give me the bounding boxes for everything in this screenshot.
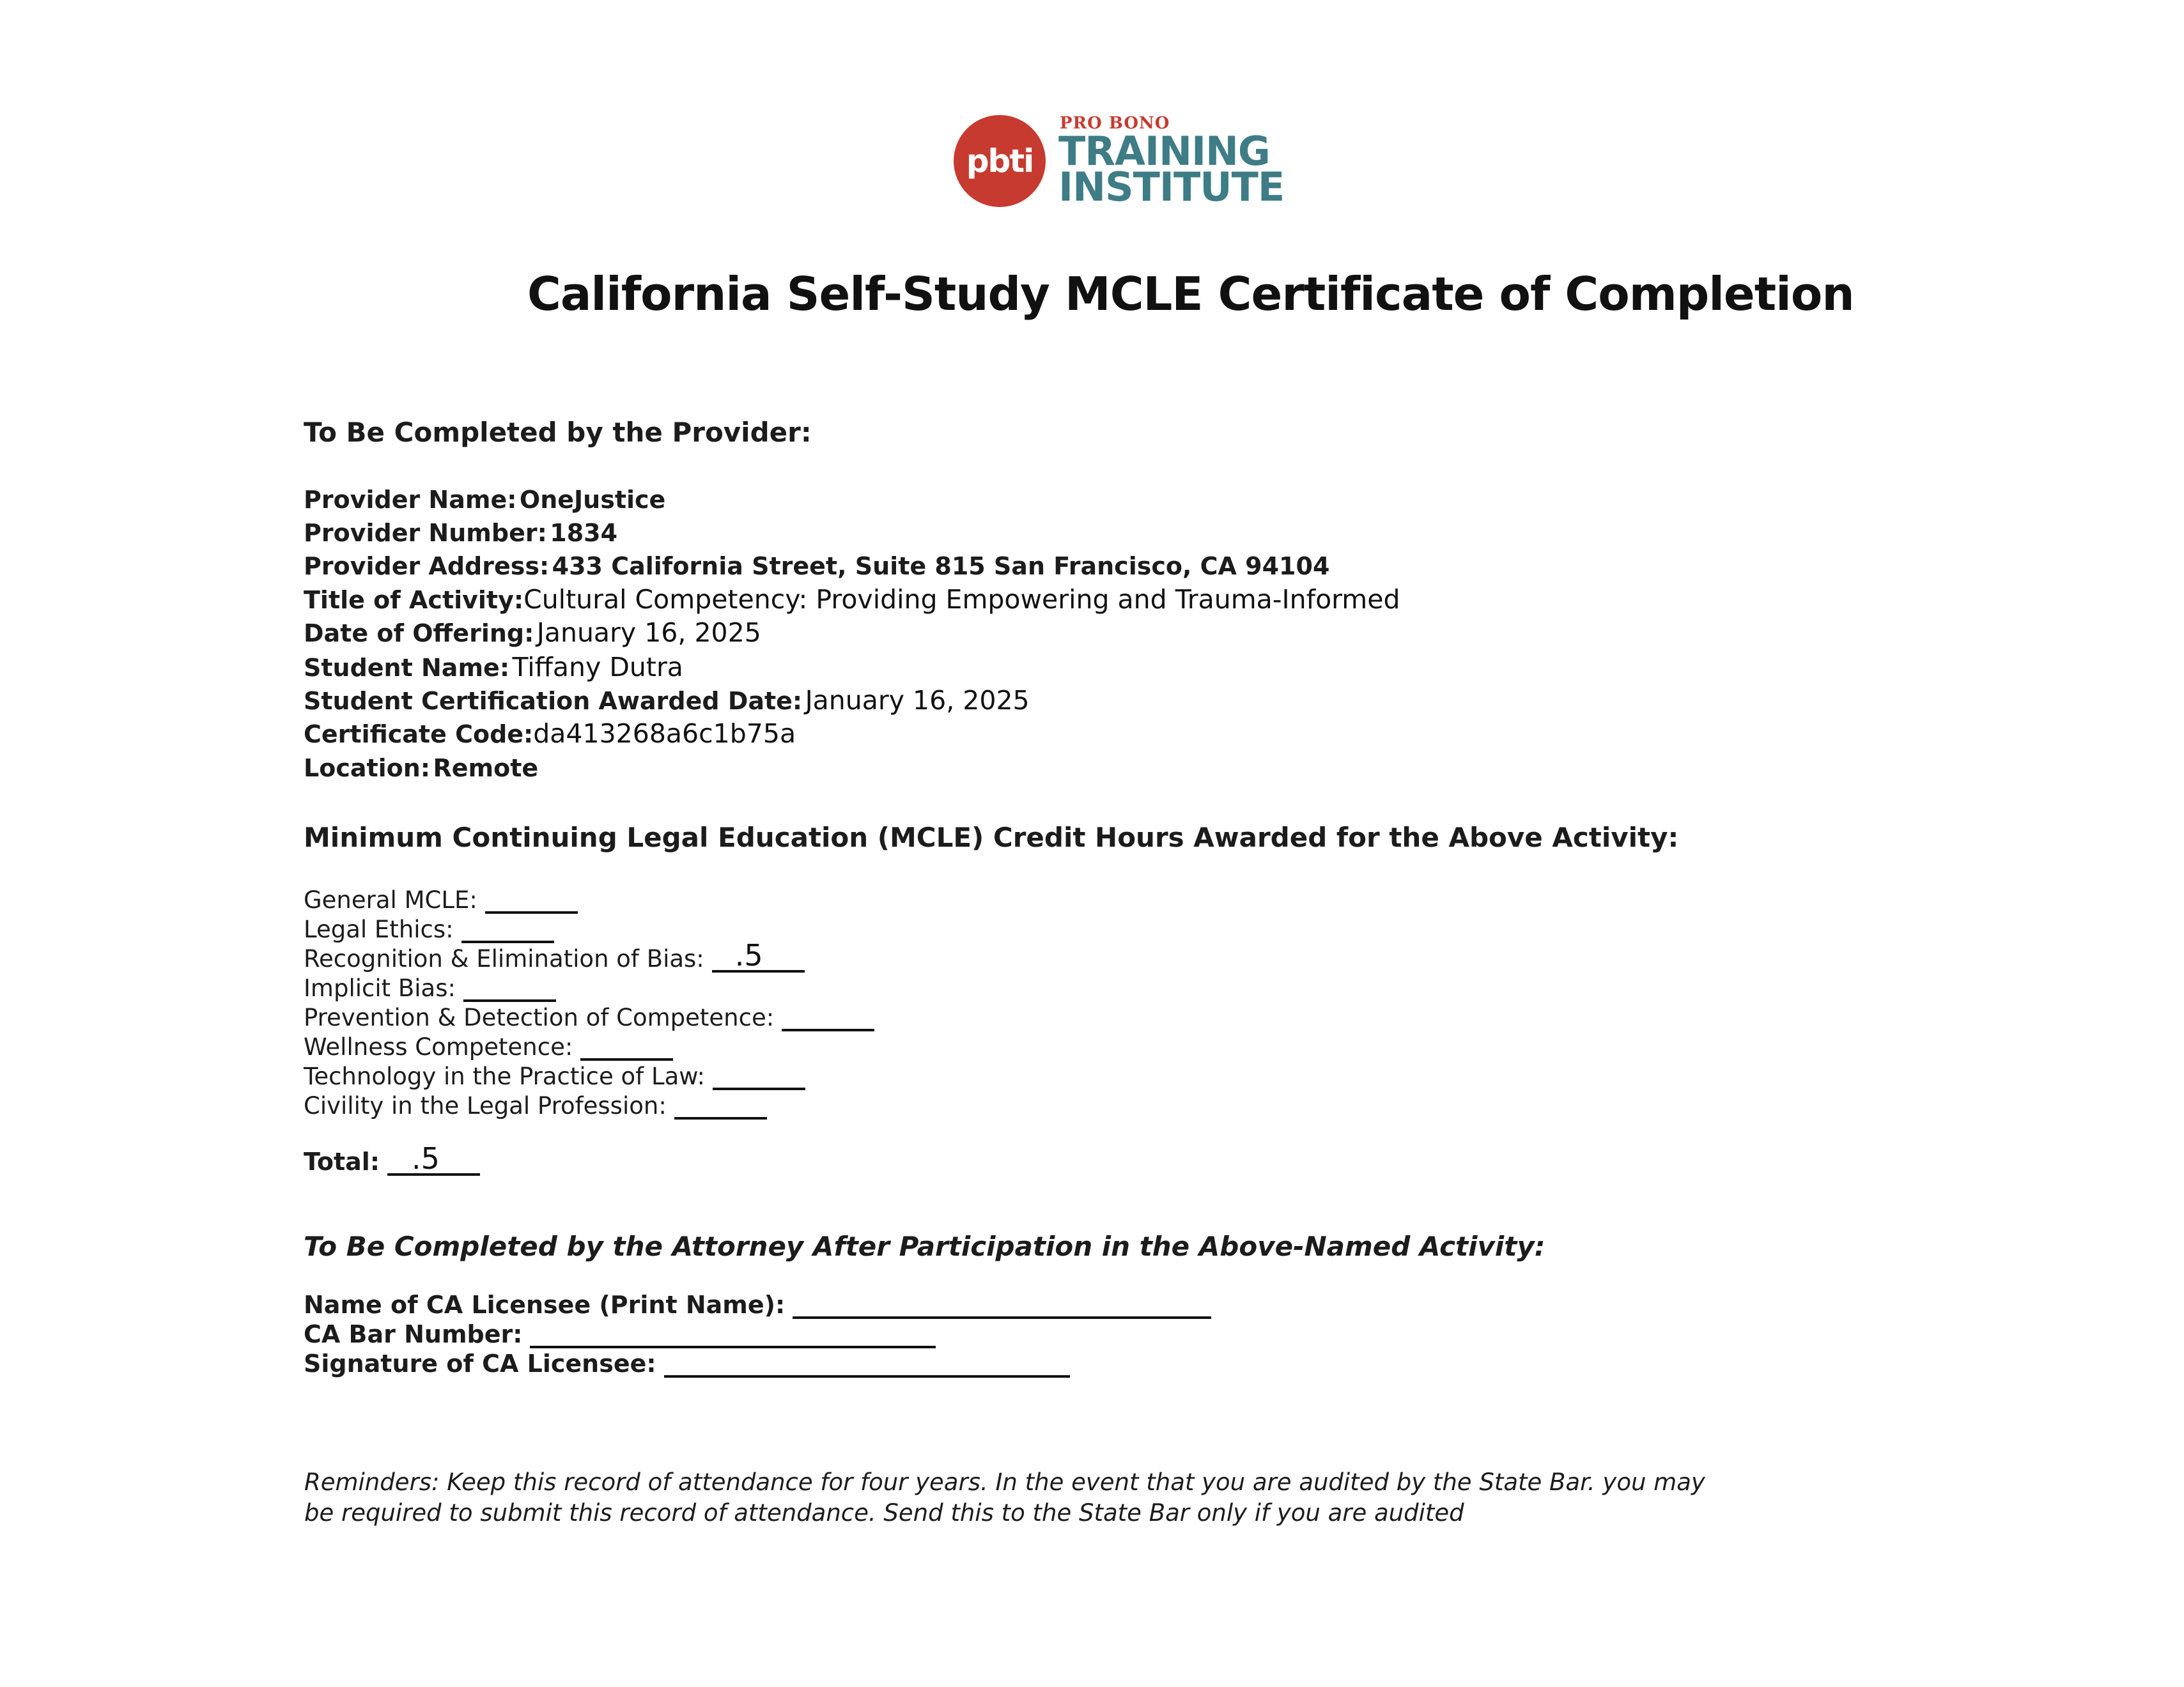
provider-name-value: OneJustice (519, 486, 666, 514)
credit-label: Recognition & Elimination of Bias: (304, 945, 704, 973)
logo-training-text: TRAINING (1058, 128, 1270, 174)
signature-line (664, 1352, 1070, 1378)
credit-blank (461, 915, 554, 943)
credit-row-general-mcle (304, 886, 578, 914)
pbti-logo-mark: pbti (954, 115, 1046, 207)
credit-row-wellness-competence (304, 1033, 673, 1061)
credit-row-legal-ethics (304, 915, 554, 943)
total-label: Total: (304, 1148, 380, 1176)
credit-row-elimination-of-bias (304, 938, 805, 973)
credit-blank (713, 1062, 805, 1090)
student-name-value: Tiffany Dutra (512, 652, 683, 682)
certificate-code-label: Certificate Code: (304, 720, 534, 748)
total-blank (387, 1141, 480, 1176)
credits-section-heading: Minimum Continuing Legal Education (MCLE) Credit Hours Awarded for the Above Activity: (304, 822, 1679, 853)
activity-title-row (304, 584, 1400, 615)
credit-row-implicit-bias (304, 974, 556, 1002)
licensee-name-label: Name of CA Licensee (Print Name): (304, 1291, 786, 1319)
reminder-line-1: Reminders: Keep this record of attendance for four years. In the event that you are audited by the State Bar. you may (304, 1468, 1705, 1496)
location-value: Remote (433, 754, 539, 782)
provider-number-row (304, 519, 617, 547)
credit-row-civility (304, 1091, 767, 1120)
credit-value: .5 (734, 938, 763, 973)
credit-label: Technology in the Practice of Law: (304, 1063, 705, 1090)
credit-blank (674, 1091, 767, 1120)
bar-number-row (304, 1320, 936, 1348)
credit-blank (712, 938, 805, 973)
certificate-title: California Self-Study MCLE Certificate of Completion (527, 267, 1854, 321)
location-row (304, 754, 538, 782)
certificate-code-value: da413268a6c1b75a (533, 718, 796, 749)
provider-number-value: 1834 (550, 519, 618, 547)
bar-number-label: CA Bar Number: (304, 1320, 523, 1348)
date-offering-value: January 16, 2025 (536, 617, 761, 648)
signature-row (304, 1350, 1070, 1378)
provider-address-label: Provider Address: (304, 552, 550, 580)
activity-title-label: Title of Activity: (304, 586, 524, 614)
credit-label: Legal Ethics: (304, 916, 454, 943)
credit-blank (485, 886, 578, 914)
credit-blank (580, 1033, 673, 1061)
total-value: .5 (412, 1141, 440, 1176)
credit-blank (782, 1003, 874, 1031)
activity-title-value: Cultural Competency: Providing Empowering and Trauma-Informed (523, 584, 1400, 615)
logo-pro-bono-text: PRO BONO (1060, 114, 1170, 133)
provider-name-label: Provider Name: (304, 486, 517, 514)
awarded-date-label: Student Certification Awarded Date: (304, 687, 803, 715)
signature-label: Signature of CA Licensee: (304, 1350, 656, 1378)
date-offering-row (304, 617, 761, 648)
location-label: Location: (304, 754, 431, 782)
date-offering-label: Date of Offering: (304, 619, 534, 647)
provider-address-value: 433 California Street, Suite 815 San Francisco, CA 94104 (552, 552, 1330, 580)
credit-blank (463, 974, 556, 1002)
credit-label: Implicit Bias: (304, 974, 456, 1002)
logo-institute-text: INSTITUTE (1058, 164, 1285, 210)
credit-row-prevention-competence (304, 1003, 874, 1031)
credit-label: General MCLE: (304, 886, 477, 914)
provider-number-label: Provider Number: (304, 519, 547, 547)
credit-label: Prevention & Detection of Competence: (304, 1004, 775, 1031)
awarded-date-row (304, 685, 1030, 716)
licensee-name-line (793, 1293, 1211, 1319)
provider-address-row (304, 552, 1329, 580)
bar-number-line (530, 1323, 936, 1348)
student-name-label: Student Name: (304, 654, 510, 682)
certificate-code-row (304, 718, 796, 749)
credit-label: Civility in the Legal Profession: (304, 1092, 667, 1120)
licensee-name-row (304, 1291, 1211, 1319)
attorney-section-heading: To Be Completed by the Attorney After Participation in the Above-Named Activity: (304, 1231, 1545, 1262)
awarded-date-value: January 16, 2025 (805, 685, 1030, 716)
provider-name-row (304, 486, 665, 514)
reminder-line-2: be required to submit this record of attendance. Send this to the State Bar only if you are audited (304, 1499, 1464, 1527)
credit-label: Wellness Competence: (304, 1033, 573, 1061)
provider-section-heading: To Be Completed by the Provider: (304, 417, 812, 448)
credit-total-row (304, 1141, 480, 1176)
credit-row-technology (304, 1062, 805, 1090)
student-name-row (304, 652, 683, 682)
